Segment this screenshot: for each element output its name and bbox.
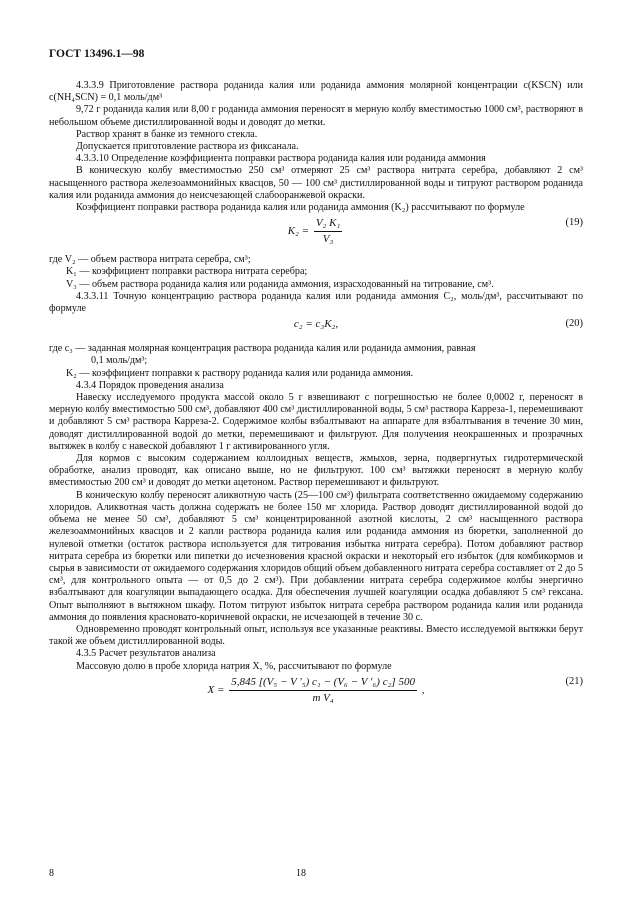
- formula-20: [49, 318, 583, 340]
- document-body: [49, 80, 583, 713]
- section-4-3-4-heading: 4.3.4 Порядок проведения анализа: [76, 379, 224, 391]
- section-4-3-3-11-heading: 4.3.3.11 Точную концентрацию раствора роданида калия или роданида аммония C₂, моль/дм³, рассчитывают по формуле: [49, 290, 583, 315]
- formula-21-denominator: m V₄: [312, 691, 334, 704]
- legend-19-line: V₃ — объем раствора роданида калия или роданида аммония, израсходованный на титрование, см³.: [66, 278, 494, 290]
- page-number: 18: [296, 868, 306, 879]
- paragraph: В коническую колбу переносят аликвотную часть (25—100 см³) фильтрата соответственно ожидаемому содержанию хлоридов. Аликвотная часть должна содержать не более 150 мг хлорида. Раствор доводят дистиллированной водой до объема не менее 50 см³, добавляют 5 см³ концентрированной азотной кислоты, 2 см³ насыщенного раствора железоаммонийных квасцов и 2 капли раствора роданида калия или роданида аммония из бюретки, заполненной до нулевой отметки (остаток раствора используется для титрования избытка нитрата серебра). Потом добавляют раствор нитрата серебра из бюретки или пипетки до исчезновения красной окраски и некоторый его избыток (для комбикормов и сырья в зависимости от ожидаемого содержания хлоридов общий объем добавленного нитрата серебра составляет от 2 до 5 см³, для контрольного опыта — от 0,5 до 2 см³). При добавлении нитрата серебра содержимое колбы энергично взбалтывают для коагуляции выпадающего осадка. Для обеспечения лучшей коагуляции осадка добавляют 5 см³ гексана. Опыт выполняют в вытяжном шкафу. Потом титруют избыток нитрата серебра раствором роданида калия или роданида аммония до появления красновато-коричневой окраски, не исчезающей в течение 30 с.: [49, 489, 583, 623]
- legend-19-line: где V₂ — объем раствора нитрата серебра, см³;: [49, 254, 251, 266]
- section-4-3-3-9-heading: 4.3.3.9 Приготовление раствора роданида калия или роданида аммония молярной концентрации c(KSCN) или c(NH₄SCN) = 0,1 моль/дм³: [49, 80, 583, 104]
- legend-20-line: 0,1 моль/дм³;: [91, 355, 148, 367]
- formula-21-number: (21): [565, 675, 583, 687]
- formula-20-number: (20): [565, 318, 583, 330]
- paragraph: Допускается приготовление раствора из фиксанала.: [76, 141, 299, 153]
- formula-19-number: (19): [565, 217, 583, 229]
- legend-20-line: где c₃ — заданная молярная концентрация раствора роданида калия или роданида аммония, равная: [49, 343, 476, 355]
- paragraph: В коническую колбу вместимостью 250 см³ отмеряют 25 см³ раствора нитрата серебра, добавляют 2 см³ насыщенного раствора железоаммонийных квасцов, 50 — 100 см³ дистиллированной воды и титруют раствором роданида калия или роданида аммония до неисчезающей слабооранжевой окраски.: [49, 165, 583, 201]
- legend-19-line: K₁ — коэффициент поправки раствора нитрата серебра;: [66, 266, 308, 278]
- paragraph: 9,72 г роданида калия или 8,00 г роданида аммония переносят в мерную колбу вместимостью 1000 см³, растворяют в небольшом объеме дистиллированной воды и доводят до метки.: [49, 104, 583, 128]
- formula-21-fraction: [229, 676, 417, 705]
- section-4-3-5-heading: 4.3.5 Расчет результатов анализа: [76, 648, 216, 660]
- formula-19-denominator: V₃: [322, 233, 334, 246]
- paragraph: Одновременно проводят контрольный опыт, используя все указанные реактивы. Вместо исследуемой вытяжки берут такой же объем дистиллированной воды.: [49, 623, 583, 648]
- formula-21: [49, 676, 583, 710]
- section-4-3-3-10-heading: 4.3.3.10 Определение коэффициента поправки раствора роданида калия или роданида аммония: [76, 153, 486, 165]
- formula-19-lhs: K₂ =: [287, 225, 310, 238]
- formula-21-tail: ,: [421, 683, 425, 696]
- document-code: ГОСТ 13496.1—98: [49, 48, 145, 60]
- paragraph: Массовую долю в пробе хлорида натрия X, %, рассчитывают по формуле: [76, 660, 392, 672]
- paragraph: Для кормов с высоким содержанием коллоидных веществ, жмыхов, зерна, подвергнутых гидротермической обработке, анализ проводят, как описано выше, но не фильтруют. 100 см³ вытяжки переносят в мерную колбу вместимостью 200 см³ и доводят до метки ацетоном. Раствор перемешивают и фильтруют.: [49, 453, 583, 489]
- legend-20-line: K₂ — коэффициент поправки к раствору роданида калия или роданида аммония.: [66, 367, 414, 379]
- formula-19-fraction: [314, 217, 342, 246]
- footer-left-number: 8: [49, 868, 54, 879]
- paragraph: Раствор хранят в банке из темного стекла.: [76, 128, 258, 140]
- formula-21-numerator: 5,845 [(V₅ − V ′₅) c₁ − (V₆ − V ′₆) c₂] 500: [229, 676, 417, 691]
- formula-20-expression: c₂ = c₃K₂,: [293, 318, 339, 331]
- formula-21-lhs: X =: [207, 683, 225, 696]
- formula-19: [49, 217, 583, 251]
- paragraph: Навеску исследуемого продукта массой около 5 г взвешивают с погрешностью не более 0,0002 г, переносят в мерную колбу вместимостью 500 см³, добавляют 400 см³ дистиллированной воды, 5 см³ раствора Карреза-1, перемешивают и добавляют 5 см³ раствора Карреза-2. Содержимое колбы взбалтывают на аппарате для взбалтывания в течение 30 мин, доводят дистиллированной водой до метки, перемешивают и фильтруют. Для получения неокрашенных и прозрачных вытяжек в колбу с навеской добавляют 1 г активированного угля.: [49, 392, 583, 452]
- paragraph: Коэффициент поправки раствора роданида калия или роданида аммония (K₂) рассчитывают по формуле: [76, 202, 525, 214]
- formula-19-numerator: V₂ K₁: [314, 217, 342, 232]
